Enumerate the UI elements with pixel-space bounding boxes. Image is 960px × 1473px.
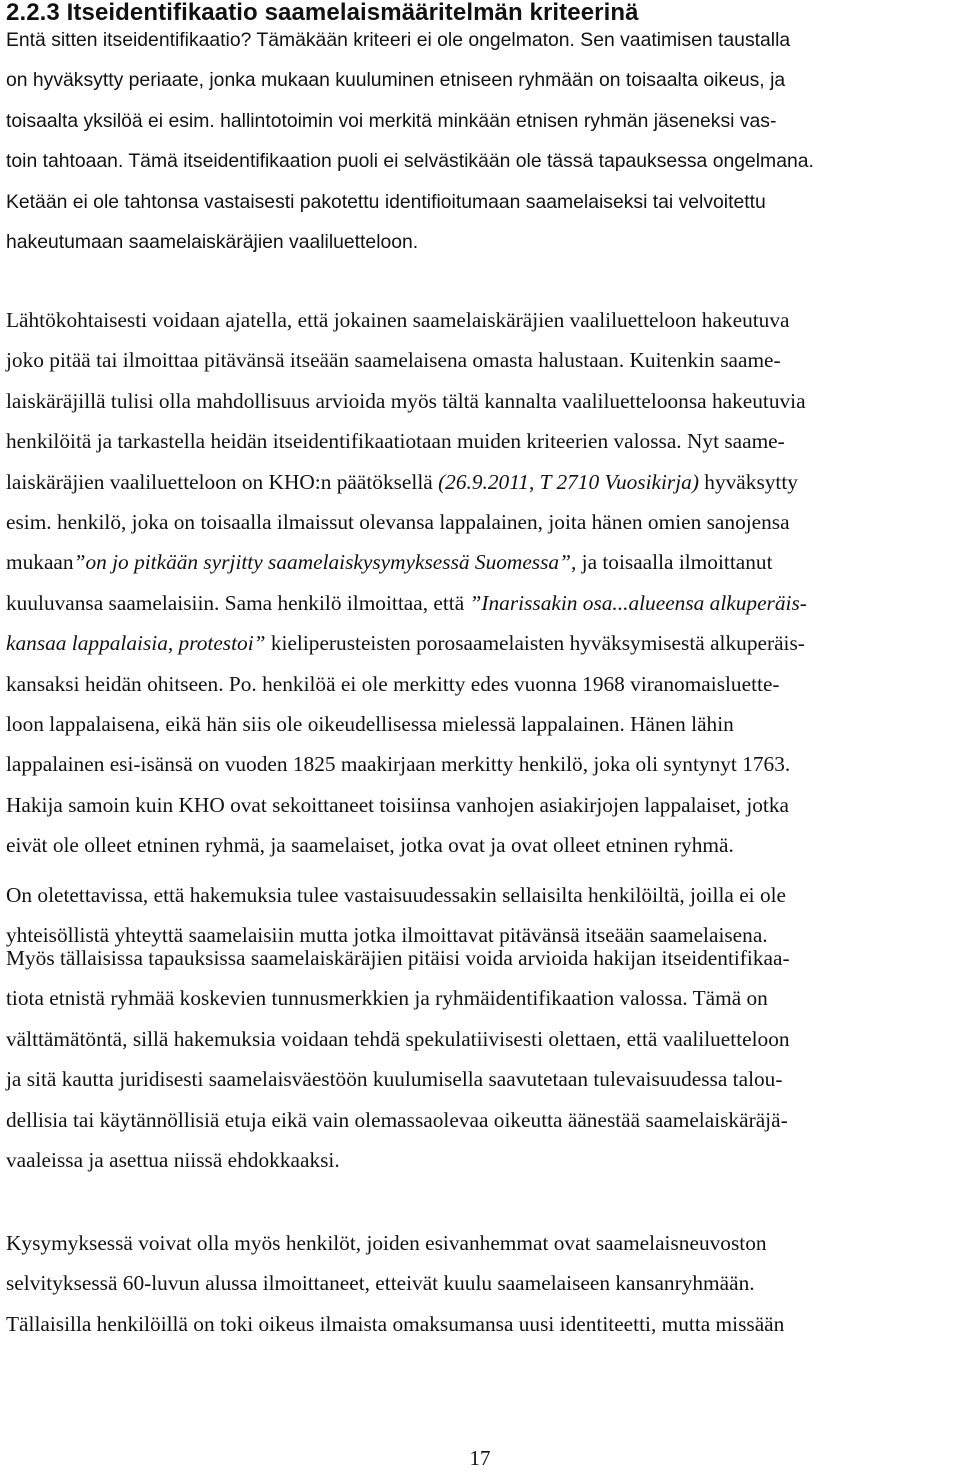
- text-line: [6, 462, 956, 502]
- text-run: Lähtökohtaisesti voidaan ajatella, että jokainen saamelaiskäräjien vaaliluetteloon hakeutuva: [6, 308, 790, 332]
- text-line: [6, 60, 956, 100]
- text-line: [6, 623, 956, 663]
- text-run: Kysymyksessä voivat olla myös henkilöt, joiden esivanhemmat ovat saamelaisneuvoston: [6, 1231, 767, 1255]
- text-run: vaaleissa ja asettua niissä ehdokkaaksi.: [6, 1147, 340, 1172]
- text-run: välttämätöntä, sillä hakemuksia voidaan tehdä spekulatiivisesti olettaen, että vaaliluetteloon: [6, 1026, 790, 1051]
- text-run: eivät ole olleet etninen ryhmä, ja saamelaiset, jotka ovat ja ovat olleet etninen ryhmä.: [6, 833, 734, 858]
- text-run: laiskäräjien vaaliluetteloon on KHO:n päätöksellä: [6, 469, 439, 494]
- text-run: henkilöitä ja tarkastella heidän itseidentifikaatiotaan muiden kriteerien valossa. Nyt saame-: [6, 429, 785, 454]
- text-run: On oletettavissa, että hakemuksia tulee vastaisuudessakin sellaisilta henkilöiltä, joilla ei ole: [6, 883, 787, 907]
- text-line: [6, 1059, 956, 1099]
- text-line: [6, 1304, 956, 1344]
- text-line: [6, 875, 956, 915]
- text-line: [6, 1019, 956, 1059]
- paragraph-ancestors: [6, 1223, 956, 1344]
- text-line: [6, 825, 956, 865]
- text-run: toisaalta yksilöä ei esim. hallintotoimin voi merkitä minkään etnisen ryhmän jäseneksi vas-: [6, 109, 777, 132]
- text-line: [6, 1223, 956, 1263]
- text-line: [6, 502, 956, 542]
- text-run: yhteisöllistä yhteyttä saamelaisiin mutta jotka ilmoittavat pitävänsä itseään saamelaisena.: [6, 923, 768, 948]
- text-run: dellisia tai käytännöllisiä etuja eikä vain olemassaolevaa oikeutta äänestää saamelaiskäräjä-: [6, 1107, 788, 1132]
- section-heading: 2.2.3 Itseidentifikaatio saamelaismääritelmän kriteerinä: [6, 0, 639, 26]
- text-run: Entä sitten itseidentifikaatio? Tämäkään kriteeri ei ole ongelmaton. Sen vaatimisen taustalla: [6, 29, 791, 51]
- text-run: mukaan: [6, 550, 74, 575]
- text-run: esim. henkilö, joka on toisaalla ilmaissut olevansa lappalainen, joita hänen omien sanojensa: [6, 509, 790, 534]
- text-line: [6, 20, 956, 60]
- text-run: kieliperusteisten porosaamelaisten hyväksymisestä alkuperäis-: [265, 631, 805, 656]
- text-line: [6, 785, 956, 825]
- text-run: on hyväksytty periaate, jonka mukaan kuuluminen etniseen ryhmään on toisaalta oikeus, ja: [6, 69, 786, 92]
- text-run: hakeutumaan saamelaiskäräjien vaaliluetteloon.: [6, 230, 419, 253]
- paragraph-assessment: [6, 938, 956, 1180]
- text-run: ja toisaalla ilmoittanut: [576, 550, 773, 575]
- text-run: tiota etnistä ryhmää koskevien tunnusmerkkien ja ryhmäidentifikaation valossa. Tämä on: [6, 986, 768, 1011]
- text-line: [6, 1140, 956, 1180]
- text-line: [6, 421, 956, 461]
- text-line: [6, 182, 956, 222]
- text-line: [6, 101, 956, 141]
- text-line: [6, 542, 956, 582]
- text-line: [6, 583, 956, 623]
- text-line: [6, 141, 956, 181]
- text-run: hyväksytty: [698, 469, 798, 494]
- text-line: [6, 381, 956, 421]
- text-run: Ketään ei ole tahtonsa vastaisesti pakotettu identifioitumaan saamelaiseksi tai velvoitettu: [6, 190, 766, 213]
- text-run: Myös tällaisissa tapauksissa saamelaiskäräjien pitäisi voida arvioida hakijan itseidentifikaa-: [6, 946, 790, 970]
- italic-text-run: ”Inarissakin osa...alueensa alkuperäis-: [469, 590, 807, 615]
- text-line: [6, 704, 956, 744]
- text-run: ja sitä kautta juridisesti saamelaisväestöön kuulumisella saavutetaan tulevaisuudessa talou-: [6, 1067, 783, 1092]
- italic-text-run: kansaa lappalaisia, protestoi”: [6, 631, 266, 656]
- text-run: selvityksessä 60-luvun alussa ilmoittaneet, etteivät kuulu saamelaiseen kansanryhmään.: [6, 1271, 755, 1296]
- text-line: [6, 1100, 956, 1140]
- text-run: toin tahtoaan. Tämä itseidentifikaation puoli ei selvästikään ole tässä tapauksessa ongelmana.: [6, 150, 814, 173]
- text-line: [6, 300, 956, 340]
- text-line: [6, 1263, 956, 1303]
- text-line: [6, 938, 956, 978]
- paragraph-kho-decision: [6, 300, 956, 865]
- text-run: lappalainen esi-isänsä on vuoden 1825 maakirjaan merkitty henkilö, joka oli syntynyt 1763.: [6, 752, 791, 777]
- text-line: [6, 664, 956, 704]
- text-line: [6, 222, 956, 262]
- text-run: joko pitää tai ilmoittaa pitävänsä itseään saamelaisena omasta halustaan. Kuitenkin saame-: [6, 348, 781, 373]
- text-run: Tällaisilla henkilöillä on toki oikeus ilmaista omaksumansa uusi identiteetti, mutta missään: [6, 1311, 785, 1336]
- text-run: Hakija samoin kuin KHO ovat sekoittaneet toisiinsa vanhojen asiakirjojen lappalaiset, jotka: [6, 792, 790, 817]
- italic-text-run: (26.9.2011, T 2710 Vuosikirja): [438, 469, 699, 494]
- text-run: kuuluvansa saamelaisiin. Sama henkilö ilmoittaa, että: [6, 590, 470, 615]
- page-number: 17: [469, 1446, 491, 1470]
- text-run: loon lappalaisena, eikä hän siis ole oikeudellisessa mielessä lappalainen. Hänen lähin: [6, 711, 734, 736]
- text-line: [6, 340, 956, 380]
- text-line: [6, 744, 956, 784]
- italic-text-run: ”on jo pitkään syrjitty saamelaiskysymyksessä Suomessa”,: [73, 550, 577, 575]
- text-run: laiskäräjillä tulisi olla mahdollisuus arvioida myös tältä kannalta vaaliluetteloonsa hakeutuvia: [6, 388, 806, 413]
- text-run: kansaksi heidän ohitseen. Po. henkilöä ei ole merkitty edes vuonna 1968 viranomaisluette-: [6, 671, 780, 696]
- paragraph-intro: [6, 20, 956, 262]
- text-line: [6, 978, 956, 1018]
